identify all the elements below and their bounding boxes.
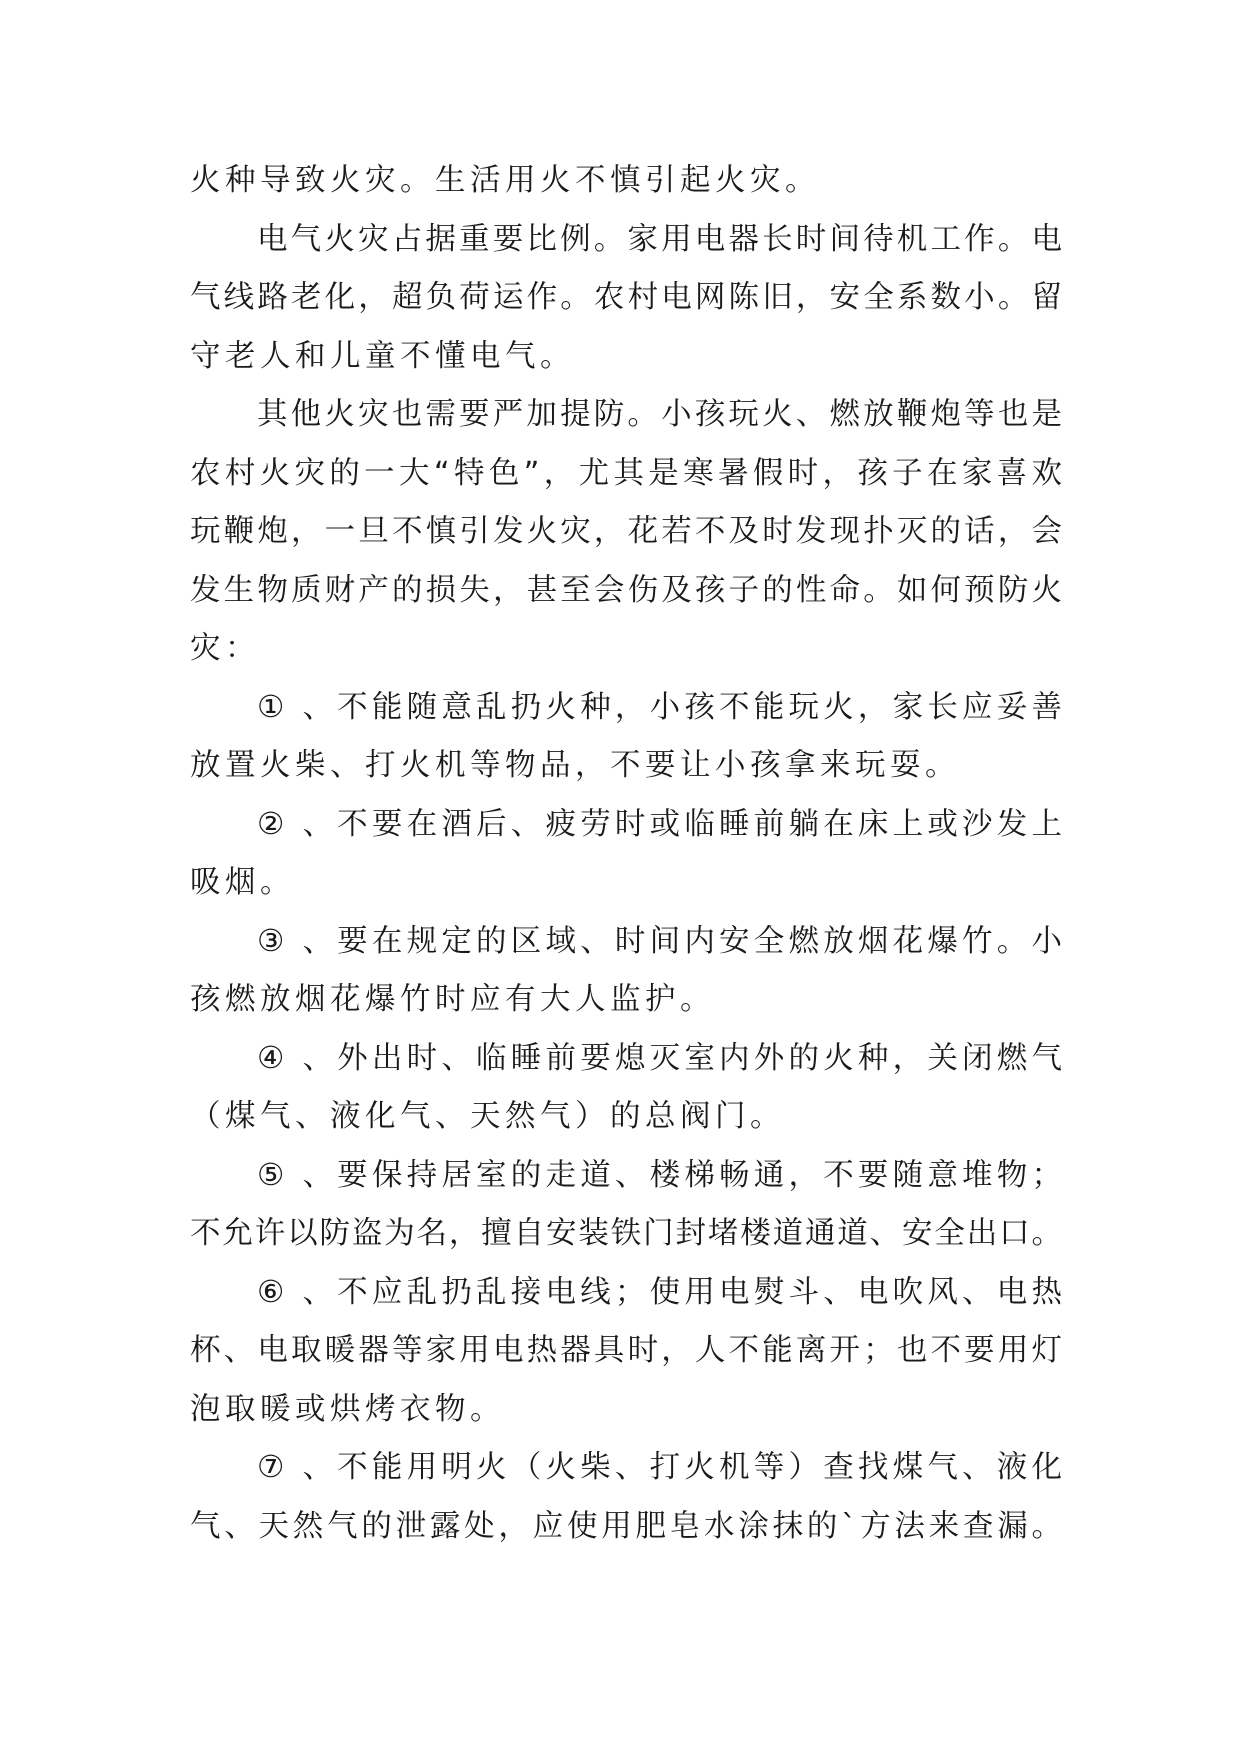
text-line: 灾：: [190, 631, 260, 666]
list-item-3-line: ③ 、要在规定的区域、时间内安全燃放烟花爆竹。小: [257, 923, 1062, 959]
list-item-6-line: 杯、电取暖器等家用电热器具时，人不能离开；也不要用灯: [190, 1333, 1062, 1368]
text-line: 火种导致火灾。生活用火不慎引起火灾。: [190, 163, 820, 198]
text-line: 守老人和儿童不懂电气。: [190, 338, 575, 374]
list-item-4-line: ④ 、外出时、临睡前要熄灭室内外的火种，关闭燃气: [257, 1040, 1062, 1076]
list-item-4-line: （煤气、液化气、天然气）的总阀门。: [190, 1099, 785, 1134]
text-line: 玩鞭炮，一旦不慎引发火灾，花若不及时发现扑灭的话，会: [190, 514, 1062, 549]
list-item-6-line: ⑥ 、不应乱扔乱接电线；使用电熨斗、电吹风、电热: [257, 1274, 1062, 1310]
list-item-1-line: ① 、不能随意乱扔火种，小孩不能玩火，家长应妥善: [257, 689, 1062, 725]
list-item-3-line: 孩燃放烟花爆竹时应有大人监护。: [190, 982, 715, 1017]
list-item-1-line: 放置火柴、打火机等物品，不要让小孩拿来玩耍。: [190, 748, 960, 783]
text-line: 电气火灾占据重要比例。家用电器长时间待机工作。电: [257, 221, 1062, 257]
list-item-5-line: 不允许以防盗为名，擅自安装铁门封堵楼道通道、安全出口。: [190, 1216, 1062, 1251]
list-item-7-line: ⑦ 、不能用明火（火柴、打火机等）查找煤气、液化: [257, 1450, 1062, 1485]
document-body: [190, 152, 1062, 1556]
text-line: 发生物质财产的损失，甚至会伤及孩子的性命。如何预防火: [190, 572, 1062, 608]
list-item-5-line: ⑤ 、要保持居室的走道、楼梯畅通，不要随意堆物；: [257, 1157, 1062, 1193]
list-item-7-line: 气、天然气的泄露处，应使用肥皂水涂抹的`方法来查漏。: [190, 1508, 1062, 1544]
list-item-6-line: 泡取暖或烘烤衣物。: [190, 1391, 505, 1427]
list-item-2-line: ② 、不要在酒后、疲劳时或临睡前躺在床上或沙发上: [257, 806, 1062, 842]
text-line: 农村火灾的一大“特色”，尤其是寒暑假时，孩子在家喜欢: [190, 455, 1062, 491]
text-line: 气线路老化，超负荷运作。农村电网陈旧，安全系数小。留: [190, 280, 1062, 315]
text-line: 其他火灾也需要严加提防。小孩玩火、燃放鞭炮等也是: [257, 397, 1062, 432]
list-item-2-line: 吸烟。: [190, 865, 295, 900]
